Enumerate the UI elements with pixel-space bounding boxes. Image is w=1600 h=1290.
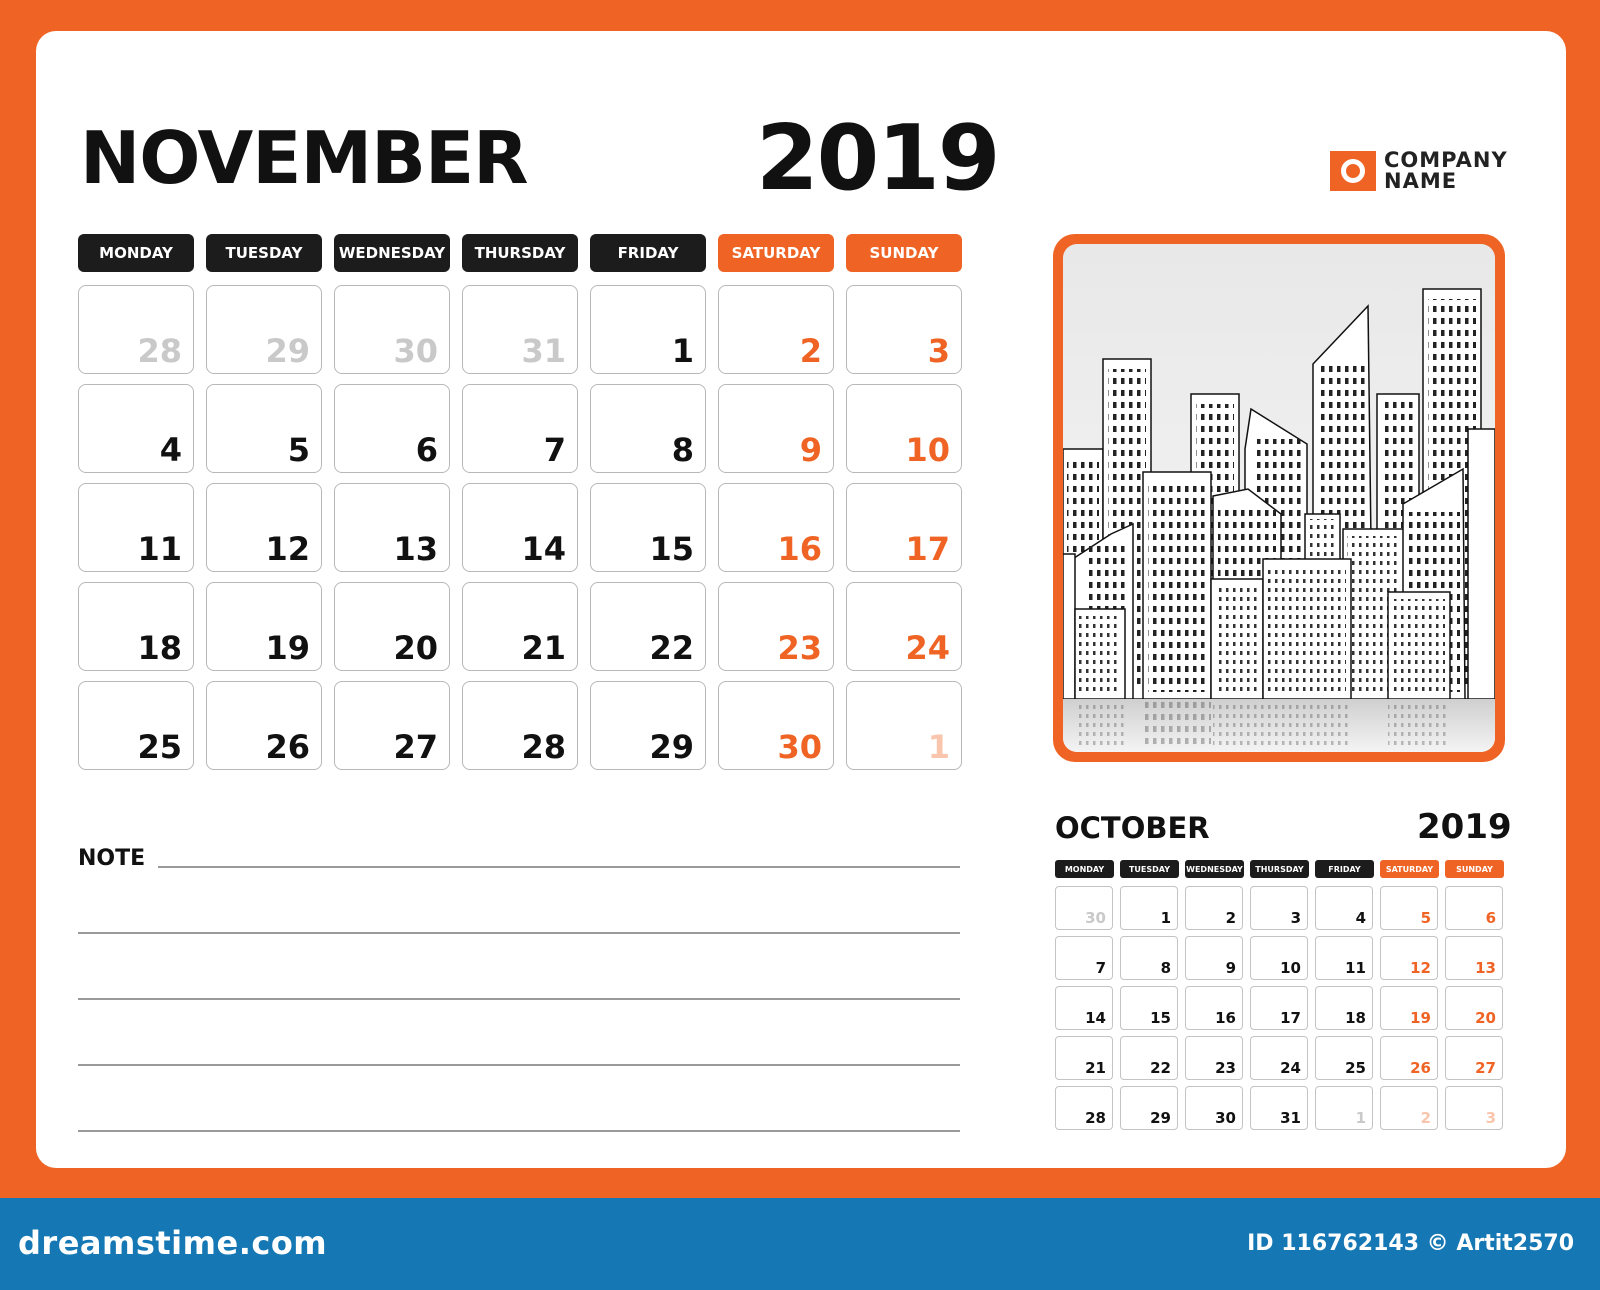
day-cell xyxy=(1055,986,1113,1030)
day-number: 26 xyxy=(1410,1059,1431,1077)
day-number: 22 xyxy=(1150,1059,1171,1077)
day-number: 19 xyxy=(265,629,310,667)
day-cell xyxy=(846,285,962,374)
day-number: 1 xyxy=(1355,1109,1366,1127)
day-number: 25 xyxy=(1345,1059,1366,1077)
day-cell xyxy=(334,483,450,572)
day-number: 28 xyxy=(137,332,182,370)
day-cell xyxy=(206,681,322,770)
day-number: 2 xyxy=(1225,909,1236,927)
day-number: 28 xyxy=(1085,1109,1106,1127)
day-cell xyxy=(462,681,578,770)
day-cell xyxy=(1250,936,1308,980)
day-cell xyxy=(718,681,834,770)
day-number: 8 xyxy=(1160,959,1171,977)
day-number: 21 xyxy=(1085,1059,1106,1077)
day-number: 27 xyxy=(1475,1059,1496,1077)
day-number: 5 xyxy=(287,431,310,469)
day-cell xyxy=(462,483,578,572)
day-cell xyxy=(718,483,834,572)
logo-line-2: NAME xyxy=(1384,169,1458,193)
note-line xyxy=(158,866,960,868)
day-cell xyxy=(1120,1036,1178,1080)
day-number: 20 xyxy=(1475,1009,1496,1027)
day-number: 12 xyxy=(265,530,310,568)
day-cell xyxy=(1185,936,1243,980)
weekday-header-monday: MONDAY xyxy=(78,234,194,272)
day-cell xyxy=(1185,886,1243,930)
day-cell xyxy=(1250,886,1308,930)
day-cell xyxy=(1120,936,1178,980)
day-cell xyxy=(206,582,322,671)
day-cell xyxy=(1380,886,1438,930)
day-cell xyxy=(334,384,450,473)
weekday-header-thursday: THURSDAY xyxy=(1250,860,1309,878)
day-cell xyxy=(1315,886,1373,930)
note-line xyxy=(78,1130,960,1132)
day-number: 1 xyxy=(927,728,950,766)
day-number: 29 xyxy=(1150,1109,1171,1127)
day-number: 9 xyxy=(799,431,822,469)
day-cell xyxy=(1185,986,1243,1030)
day-cell xyxy=(78,285,194,374)
day-cell xyxy=(1380,1036,1438,1080)
day-number: 4 xyxy=(1355,909,1366,927)
day-number: 2 xyxy=(1420,1109,1431,1127)
day-number: 31 xyxy=(521,332,566,370)
day-cell xyxy=(462,582,578,671)
weekday-header-tuesday: TUESDAY xyxy=(206,234,322,272)
weekday-header-wednesday: WEDNESDAY xyxy=(334,234,450,272)
day-cell xyxy=(718,582,834,671)
weekday-header-friday: FRIDAY xyxy=(1315,860,1374,878)
day-cell xyxy=(1055,936,1113,980)
day-number: 22 xyxy=(649,629,694,667)
day-number: 2 xyxy=(799,332,822,370)
day-number: 17 xyxy=(905,530,950,568)
day-number: 11 xyxy=(1345,959,1366,977)
day-number: 16 xyxy=(777,530,822,568)
day-cell xyxy=(1250,1086,1308,1130)
day-number: 8 xyxy=(671,431,694,469)
day-number: 26 xyxy=(265,728,310,766)
day-number: 21 xyxy=(521,629,566,667)
day-number: 30 xyxy=(1215,1109,1236,1127)
day-number: 31 xyxy=(1280,1109,1301,1127)
day-cell xyxy=(334,582,450,671)
day-number: 28 xyxy=(521,728,566,766)
day-cell xyxy=(590,285,706,374)
day-cell xyxy=(846,483,962,572)
day-cell xyxy=(78,483,194,572)
city-skyline-icon xyxy=(1063,244,1495,752)
day-cell xyxy=(462,384,578,473)
day-cell xyxy=(1055,1036,1113,1080)
day-number: 29 xyxy=(649,728,694,766)
day-number: 20 xyxy=(393,629,438,667)
day-number: 12 xyxy=(1410,959,1431,977)
day-cell xyxy=(1055,1086,1113,1130)
company-logo xyxy=(1330,150,1508,192)
day-number: 10 xyxy=(1280,959,1301,977)
day-number: 30 xyxy=(777,728,822,766)
day-number: 23 xyxy=(777,629,822,667)
day-number: 30 xyxy=(393,332,438,370)
day-number: 18 xyxy=(137,629,182,667)
day-number: 14 xyxy=(1085,1009,1106,1027)
day-cell xyxy=(1120,1086,1178,1130)
day-cell xyxy=(206,285,322,374)
day-cell xyxy=(1185,1036,1243,1080)
day-cell xyxy=(1380,936,1438,980)
day-cell xyxy=(590,384,706,473)
day-cell xyxy=(846,582,962,671)
day-number: 24 xyxy=(905,629,950,667)
day-number: 3 xyxy=(1290,909,1301,927)
weekday-header-friday: FRIDAY xyxy=(590,234,706,272)
day-cell xyxy=(78,384,194,473)
day-cell xyxy=(1315,1036,1373,1080)
day-cell xyxy=(590,582,706,671)
day-cell xyxy=(1250,1036,1308,1080)
day-cell xyxy=(1120,986,1178,1030)
weekday-header-thursday: THURSDAY xyxy=(462,234,578,272)
day-cell xyxy=(334,285,450,374)
day-cell xyxy=(1250,986,1308,1030)
weekday-header-monday: MONDAY xyxy=(1055,860,1114,878)
day-cell xyxy=(334,681,450,770)
day-number: 15 xyxy=(649,530,694,568)
year-title: 2019 xyxy=(756,106,999,211)
day-number: 13 xyxy=(1475,959,1496,977)
weekday-header-sunday: SUNDAY xyxy=(846,234,962,272)
day-number: 15 xyxy=(1150,1009,1171,1027)
day-number: 11 xyxy=(137,530,182,568)
weekday-header-wednesday: WEDNESDAY xyxy=(1185,860,1244,878)
note-line xyxy=(78,932,960,934)
day-number: 6 xyxy=(415,431,438,469)
day-cell xyxy=(1185,1086,1243,1130)
city-illustration xyxy=(1053,234,1505,762)
day-cell xyxy=(206,384,322,473)
day-number: 29 xyxy=(265,332,310,370)
note-label: NOTE xyxy=(78,846,146,871)
weekday-header-saturday: SATURDAY xyxy=(1380,860,1439,878)
day-cell xyxy=(1120,886,1178,930)
weekday-header-sunday: SUNDAY xyxy=(1445,860,1504,878)
footer-site-logo: dreamstime.com xyxy=(18,1224,328,1262)
mini-month-title: OCTOBER xyxy=(1055,811,1210,845)
day-number: 13 xyxy=(393,530,438,568)
day-cell xyxy=(718,384,834,473)
day-cell xyxy=(1445,986,1503,1030)
day-number: 27 xyxy=(393,728,438,766)
day-number: 23 xyxy=(1215,1059,1236,1077)
day-cell xyxy=(1315,986,1373,1030)
footer-image-id: ID 116762143 © Artit2570 xyxy=(1247,1231,1574,1256)
weekday-header-saturday: SATURDAY xyxy=(718,234,834,272)
day-number: 24 xyxy=(1280,1059,1301,1077)
day-number: 9 xyxy=(1225,959,1236,977)
day-number: 3 xyxy=(927,332,950,370)
day-number: 3 xyxy=(1485,1109,1496,1127)
day-cell xyxy=(1445,1086,1503,1130)
day-number: 14 xyxy=(521,530,566,568)
logo-ring-icon xyxy=(1330,151,1376,191)
day-cell xyxy=(1380,986,1438,1030)
day-cell xyxy=(1380,1086,1438,1130)
day-number: 18 xyxy=(1345,1009,1366,1027)
day-cell xyxy=(718,285,834,374)
day-number: 30 xyxy=(1085,909,1106,927)
day-number: 17 xyxy=(1280,1009,1301,1027)
day-cell xyxy=(846,681,962,770)
day-cell xyxy=(1445,936,1503,980)
note-line xyxy=(78,1064,960,1066)
day-number: 16 xyxy=(1215,1009,1236,1027)
day-cell xyxy=(1315,936,1373,980)
day-cell xyxy=(1055,886,1113,930)
day-cell xyxy=(590,483,706,572)
weekday-header-tuesday: TUESDAY xyxy=(1120,860,1179,878)
day-number: 1 xyxy=(671,332,694,370)
mini-year-title: 2019 xyxy=(1417,807,1512,847)
day-cell xyxy=(78,681,194,770)
day-cell xyxy=(78,582,194,671)
day-number: 7 xyxy=(1095,959,1106,977)
day-number: 25 xyxy=(137,728,182,766)
day-cell xyxy=(846,384,962,473)
day-cell xyxy=(206,483,322,572)
day-number: 10 xyxy=(905,431,950,469)
day-cell xyxy=(462,285,578,374)
footer-bar xyxy=(0,1198,1600,1290)
month-title: NOVEMBER xyxy=(80,116,528,200)
day-cell xyxy=(590,681,706,770)
day-number: 6 xyxy=(1485,909,1496,927)
note-line xyxy=(78,998,960,1000)
day-number: 19 xyxy=(1410,1009,1431,1027)
logo-line-1: COMPANY xyxy=(1384,148,1508,172)
day-number: 7 xyxy=(543,431,566,469)
day-number: 1 xyxy=(1160,909,1171,927)
day-number: 5 xyxy=(1420,909,1431,927)
day-cell xyxy=(1315,1086,1373,1130)
day-number: 4 xyxy=(159,431,182,469)
day-cell xyxy=(1445,886,1503,930)
day-cell xyxy=(1445,1036,1503,1080)
